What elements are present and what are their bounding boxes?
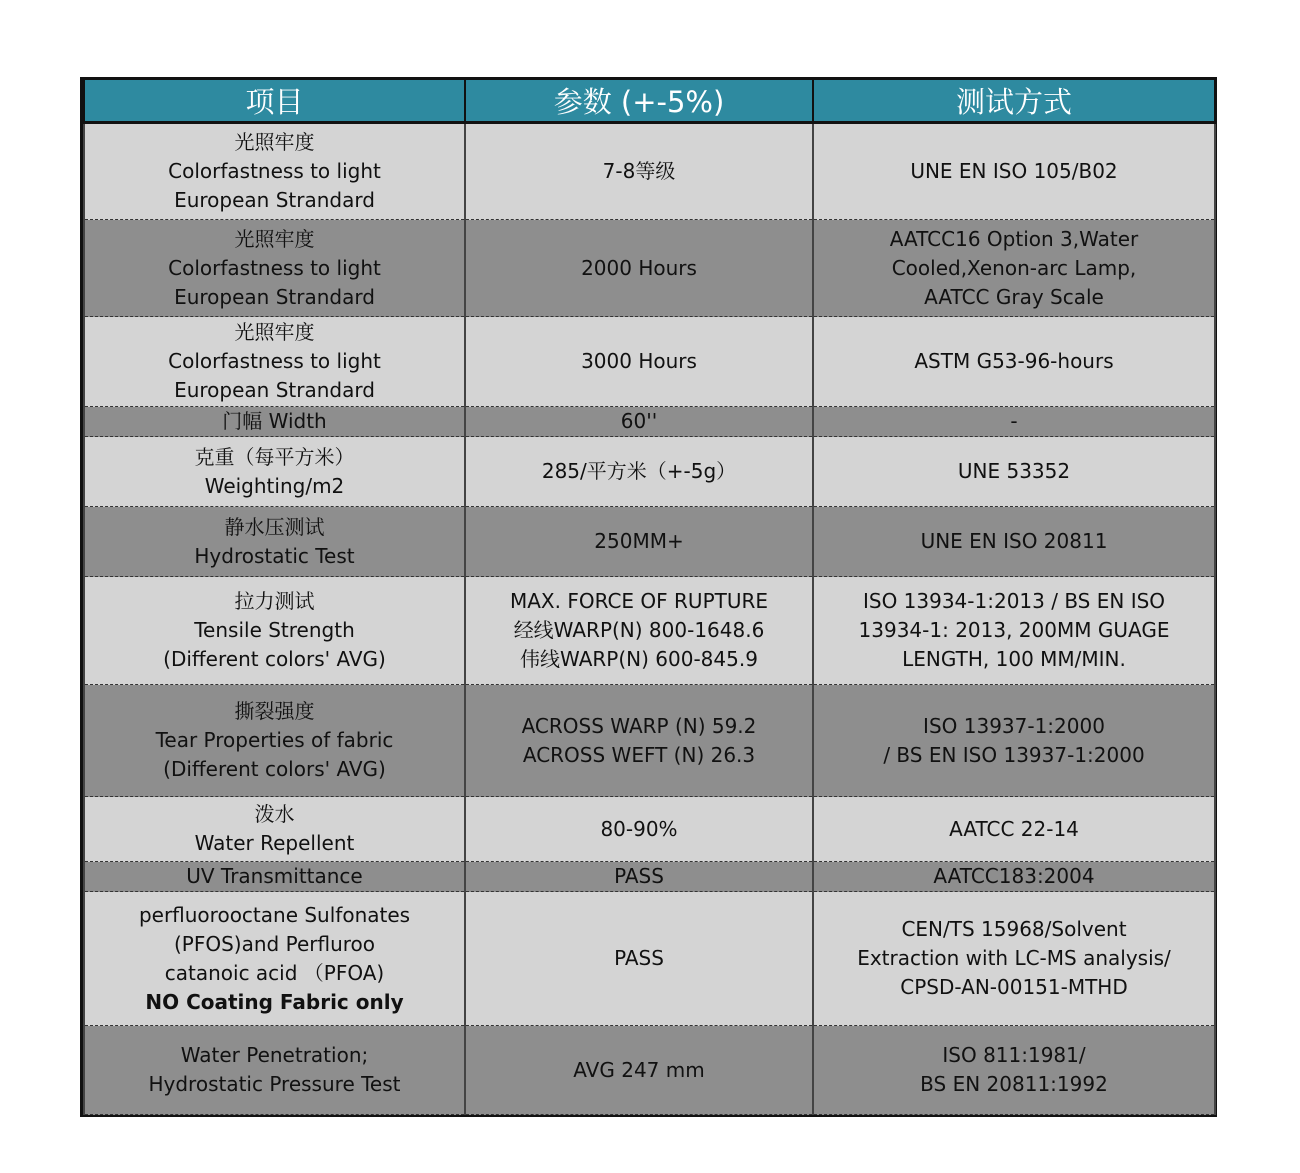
item-line: Water Repellent bbox=[194, 831, 355, 855]
item-line: Tensile Strength bbox=[194, 618, 355, 642]
item-cell bbox=[84, 797, 465, 862]
method-line: AATCC16 Option 3,Water bbox=[889, 226, 1139, 251]
method-line: BS EN 20811:1992 bbox=[920, 1072, 1108, 1096]
spec-table bbox=[83, 80, 1216, 1115]
method-line: AATCC183:2004 bbox=[933, 864, 1095, 888]
item-line: European Strandard bbox=[174, 188, 375, 212]
param-cell bbox=[465, 797, 813, 862]
method-line: ISO 13934-1:2013 / BS EN ISO bbox=[862, 589, 1166, 613]
method-cell bbox=[813, 685, 1215, 797]
item-line: European Strandard bbox=[174, 284, 375, 309]
item-line: European Strandard bbox=[174, 378, 375, 402]
param-cell bbox=[465, 407, 813, 437]
table-row bbox=[84, 407, 1215, 437]
item-cell bbox=[84, 577, 465, 685]
table-row bbox=[84, 862, 1215, 892]
param-line: 经线WARP(N) 800-1648.6 bbox=[513, 618, 765, 642]
param-cell bbox=[465, 437, 813, 507]
method-cell bbox=[813, 1026, 1215, 1115]
param-line: 250MM+ bbox=[594, 529, 684, 553]
method-cell bbox=[813, 220, 1215, 317]
method-line: CPSD-AN-00151-MTHD bbox=[900, 975, 1128, 999]
item-line: Hydrostatic Test bbox=[194, 543, 355, 568]
param-line: ACROSS WEFT (N) 26.3 bbox=[522, 742, 756, 767]
item-line: 光照牢度 bbox=[234, 320, 315, 344]
method-line: ASTM G53-96-hours bbox=[914, 349, 1114, 373]
item-line: Hydrostatic Pressure Test bbox=[148, 1072, 401, 1096]
param-cell bbox=[465, 123, 813, 220]
item-cell bbox=[84, 123, 465, 220]
item-line: Colorfastness to light bbox=[168, 349, 381, 373]
item-line: 门幅 Width bbox=[222, 409, 327, 433]
item-line: Water Penetration; bbox=[180, 1043, 369, 1067]
table-row bbox=[84, 892, 1215, 1026]
header-param: 参数 (+-5%) bbox=[465, 80, 813, 123]
item-note-bold: NO Coating Fabric only bbox=[145, 989, 404, 1014]
method-cell bbox=[813, 437, 1215, 507]
method-cell bbox=[813, 317, 1215, 407]
item-line: Weighting/m2 bbox=[204, 473, 345, 498]
param-line: AVG 247 mm bbox=[573, 1057, 705, 1082]
table-row bbox=[84, 220, 1215, 317]
param-line: PASS bbox=[614, 864, 664, 888]
item-cell bbox=[84, 892, 465, 1026]
method-cell bbox=[813, 862, 1215, 892]
item-line: 光照牢度 bbox=[234, 226, 315, 251]
item-cell bbox=[84, 317, 465, 407]
method-line: ISO 13937-1:2000 bbox=[923, 713, 1105, 738]
param-cell bbox=[465, 685, 813, 797]
item-cell bbox=[84, 685, 465, 797]
method-line: 13934-1: 2013, 200MM GUAGE bbox=[858, 618, 1170, 642]
param-line: PASS bbox=[614, 946, 664, 970]
param-line: 7-8等级 bbox=[602, 159, 676, 183]
item-line: perfluorooctane Sulfonates bbox=[138, 902, 411, 927]
param-line: 伟线WARP(N) 600-845.9 bbox=[520, 647, 758, 671]
item-line: Colorfastness to light bbox=[168, 255, 381, 280]
method-line: ISO 811:1981/ bbox=[942, 1043, 1086, 1067]
header-method: 测试方式 bbox=[813, 80, 1215, 123]
item-cell bbox=[84, 407, 465, 437]
method-cell bbox=[813, 407, 1215, 437]
method-line: UNE 53352 bbox=[957, 459, 1071, 483]
item-line: (Different colors' AVG) bbox=[163, 647, 386, 671]
param-line: 60'' bbox=[620, 409, 658, 433]
method-line: AATCC 22-14 bbox=[949, 816, 1079, 841]
item-cell bbox=[84, 437, 465, 507]
param-cell bbox=[465, 220, 813, 317]
method-line: LENGTH, 100 MM/MIN. bbox=[902, 647, 1126, 671]
item-cell bbox=[84, 507, 465, 577]
item-line: 静水压测试 bbox=[224, 514, 325, 539]
method-cell bbox=[813, 123, 1215, 220]
method-cell bbox=[813, 892, 1215, 1026]
method-line: - bbox=[1010, 409, 1018, 433]
table-row bbox=[84, 577, 1215, 685]
table-row bbox=[84, 317, 1215, 407]
param-cell bbox=[465, 862, 813, 892]
param-cell bbox=[465, 507, 813, 577]
item-cell bbox=[84, 862, 465, 892]
item-line: (PFOS)and Perfluroo bbox=[174, 931, 375, 956]
item-line: (Different colors' AVG) bbox=[163, 757, 386, 781]
item-line: 克重（每平方米） bbox=[194, 444, 355, 469]
param-line: 2000 Hours bbox=[581, 255, 697, 280]
item-line: 拉力测试 bbox=[234, 589, 315, 613]
item-line: Colorfastness to light bbox=[168, 159, 381, 183]
method-line: AATCC Gray Scale bbox=[924, 284, 1104, 309]
item-line: catanoic acid （PFOA) bbox=[164, 960, 385, 985]
method-cell bbox=[813, 577, 1215, 685]
param-line: MAX. FORCE OF RUPTURE bbox=[509, 589, 769, 613]
item-line: 光照牢度 bbox=[234, 130, 315, 154]
param-line: ACROSS WARP (N) 59.2 bbox=[521, 713, 757, 738]
item-line: 泼水 bbox=[254, 802, 295, 826]
header-row bbox=[84, 80, 1215, 123]
param-cell bbox=[465, 892, 813, 1026]
method-cell bbox=[813, 797, 1215, 862]
method-line: UNE EN ISO 105/B02 bbox=[910, 159, 1118, 183]
method-cell bbox=[813, 507, 1215, 577]
table-row bbox=[84, 685, 1215, 797]
method-line: CEN/TS 15968/Solvent bbox=[901, 917, 1127, 941]
param-line: 3000 Hours bbox=[581, 349, 697, 373]
method-line: / BS EN ISO 13937-1:2000 bbox=[883, 742, 1145, 767]
item-line: 撕裂强度 bbox=[234, 699, 315, 723]
method-line: UNE EN ISO 20811 bbox=[920, 529, 1108, 553]
param-line: 285/平方米（+-5g） bbox=[541, 459, 737, 483]
param-line: 80-90% bbox=[600, 816, 678, 841]
param-cell bbox=[465, 1026, 813, 1115]
spec-table-frame bbox=[80, 77, 1217, 1117]
item-cell bbox=[84, 220, 465, 317]
method-line: Cooled,Xenon-arc Lamp, bbox=[891, 255, 1137, 280]
table-row bbox=[84, 123, 1215, 220]
method-line: Extraction with LC-MS analysis/ bbox=[857, 946, 1171, 970]
table-row bbox=[84, 1026, 1215, 1115]
param-cell bbox=[465, 577, 813, 685]
item-cell bbox=[84, 1026, 465, 1115]
item-line: Tear Properties of fabric bbox=[155, 728, 394, 752]
header-item: 项目 bbox=[84, 80, 465, 123]
table-row bbox=[84, 797, 1215, 862]
table-row bbox=[84, 507, 1215, 577]
table-row bbox=[84, 437, 1215, 507]
param-cell bbox=[465, 317, 813, 407]
item-line: UV Transmittance bbox=[186, 864, 363, 888]
